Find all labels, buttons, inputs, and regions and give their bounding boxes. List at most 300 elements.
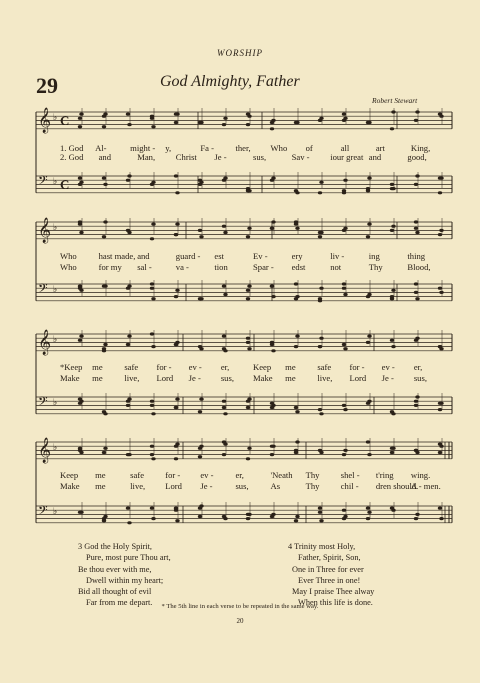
note-head [343, 179, 347, 182]
note-head [103, 113, 107, 116]
note-head [414, 227, 418, 230]
note-head [103, 515, 107, 518]
lyric-syllable: tion [214, 262, 228, 272]
note-head [438, 451, 442, 454]
note-head [343, 408, 347, 411]
note-head [415, 395, 419, 398]
note-head [246, 289, 250, 292]
note-head [246, 123, 250, 126]
note-head [174, 457, 178, 460]
note-head [78, 285, 82, 288]
note-head [390, 339, 394, 342]
note-head [390, 187, 394, 190]
note-head [391, 509, 395, 512]
lyric-syllable: Who [60, 251, 77, 261]
note-head [319, 181, 323, 184]
note-head [198, 507, 202, 510]
note-head [319, 287, 323, 290]
note-head [439, 229, 443, 232]
note-head [103, 343, 107, 346]
note-head [223, 177, 227, 180]
lyric-syllable: me [95, 470, 106, 480]
lyric-syllable: Sav - [291, 152, 310, 162]
treble-clef-icon: 𝄞 [38, 108, 52, 133]
lyric-syllable: Keep [253, 362, 272, 372]
note-head [295, 410, 299, 413]
note-head [246, 341, 250, 344]
lyric-syllable: ev - [188, 362, 202, 372]
note-head [246, 337, 250, 340]
note-head [366, 235, 370, 238]
note-head [223, 412, 227, 415]
note-head [199, 398, 203, 401]
note-head [79, 289, 83, 292]
lyric-syllable: 1. God [60, 143, 84, 153]
note-head [79, 113, 83, 116]
note-head [439, 445, 443, 448]
note-head [150, 332, 154, 335]
bass-clef-icon: 𝄢 [38, 281, 48, 299]
note-head [319, 412, 323, 415]
note-head [151, 412, 155, 415]
note-head [367, 223, 371, 226]
lyric-syllable: Al- [95, 143, 107, 153]
lyric-syllable: ev - [381, 362, 395, 372]
note-head [414, 291, 418, 294]
note-head [390, 297, 394, 300]
note-head [390, 127, 394, 130]
note-head [223, 517, 227, 520]
note-head [150, 237, 154, 240]
note-head [295, 191, 299, 194]
note-head [246, 517, 250, 520]
note-head [198, 455, 202, 458]
note-head [126, 507, 130, 510]
note-head [367, 121, 371, 124]
note-head [79, 231, 83, 234]
lyric-syllable: Fa - [200, 143, 214, 153]
note-head [102, 177, 106, 180]
lyric-syllable: 'Neath [270, 470, 293, 480]
lyric-syllable: me [92, 373, 103, 383]
lyric-syllable: Je - [188, 373, 201, 383]
note-head [103, 412, 107, 415]
lyric-syllable: sus, [220, 373, 234, 383]
note-head [342, 287, 346, 290]
lyric-syllable: *Keep [60, 362, 83, 372]
note-head [439, 291, 443, 294]
lyric-syllable: Christ [175, 152, 197, 162]
note-head [438, 233, 442, 236]
verse-line: 3 God the Holy Spirit, [78, 542, 152, 551]
lyric-syllable: live, [130, 481, 146, 491]
flat-icon: ♭ [53, 442, 58, 452]
note-head [199, 297, 203, 300]
note-head [103, 220, 107, 223]
verse-line: Bid all thought of evil [78, 587, 152, 597]
lyric-syllable: live, [124, 373, 140, 383]
note-head [438, 191, 442, 194]
flat-icon: ♭ [53, 397, 58, 407]
note-head [103, 183, 107, 186]
note-head [150, 117, 154, 120]
lyric-syllable: me [285, 373, 296, 383]
flat-icon: ♭ [53, 506, 58, 516]
note-head [127, 453, 131, 456]
note-head [78, 183, 82, 186]
note-head [199, 235, 203, 238]
note-head [198, 515, 202, 518]
verse-line: Ever Three in one! [298, 575, 361, 585]
note-head [79, 511, 83, 514]
note-head [126, 179, 130, 182]
note-head [367, 335, 371, 338]
note-head [270, 127, 274, 130]
note-head [439, 177, 443, 180]
note-head [271, 119, 275, 122]
lyric-syllable: for - [165, 470, 181, 480]
lyric-syllable: and [137, 251, 150, 261]
note-head [78, 117, 82, 120]
note-head [174, 343, 178, 346]
note-head [79, 335, 83, 338]
lyric-syllable: of [305, 143, 313, 153]
note-head [294, 223, 298, 226]
lyric-syllable: Je - [381, 373, 394, 383]
note-head [247, 115, 251, 118]
lyric-syllable: Lord [349, 373, 367, 383]
lyric-syllable: Lord [156, 373, 174, 383]
note-head [151, 181, 155, 184]
note-head [415, 110, 419, 113]
bass-clef-icon: 𝄢 [38, 173, 48, 191]
note-head [174, 121, 178, 124]
lyric-syllable: Blood, [407, 262, 431, 272]
note-head [174, 507, 178, 510]
note-head [270, 227, 274, 230]
verse-line: May I praise Thee alway [292, 587, 375, 597]
note-head [126, 113, 130, 116]
note-head [391, 225, 395, 228]
verse-line: Far from me depart. [86, 598, 153, 608]
lyric-syllable: safe [317, 362, 332, 372]
lyric-syllable: A - men. [410, 481, 441, 491]
lyric-syllable: good, [407, 152, 427, 162]
note-head [175, 398, 179, 401]
note-head [174, 174, 178, 177]
lyric-syllable: sal - [137, 262, 152, 272]
note-head [151, 125, 155, 128]
note-head [270, 453, 274, 456]
note-head [342, 191, 346, 194]
note-head [438, 507, 442, 510]
note-head [391, 345, 395, 348]
lyric-syllable: As [270, 481, 281, 491]
note-head [223, 293, 227, 296]
lyric-syllable: guard - [175, 251, 201, 261]
note-head [246, 187, 250, 190]
lyric-syllable: y, [165, 143, 172, 153]
verse-line: Dwell within my heart; [86, 575, 164, 585]
lyric-syllable: Who [60, 262, 77, 272]
flat-icon: ♭ [53, 176, 58, 186]
note-head [294, 345, 298, 348]
note-head [439, 517, 443, 520]
note-head [103, 447, 107, 450]
note-head [270, 343, 274, 346]
note-head [438, 287, 442, 290]
note-head [175, 289, 179, 292]
note-head [414, 282, 418, 285]
note-head [246, 235, 250, 238]
note-head [294, 406, 298, 409]
lyric-syllable: sus, [253, 152, 267, 162]
note-head [174, 113, 178, 116]
lyric-syllable: er, [220, 362, 230, 372]
note-head [366, 341, 370, 344]
lyric-syllable: live, [317, 373, 333, 383]
lyric-syllable: wing. [410, 470, 431, 480]
hymn-number: 29 [36, 73, 58, 98]
note-head [150, 400, 154, 403]
note-head [366, 517, 370, 520]
lyric-syllable: Je - [214, 152, 227, 162]
note-head [270, 285, 274, 288]
note-head [151, 457, 155, 460]
note-head [343, 347, 347, 350]
note-head [271, 177, 275, 180]
note-head [367, 400, 371, 403]
note-head [126, 404, 130, 407]
note-head [342, 404, 346, 407]
note-head [367, 293, 371, 296]
verse-line: Be thou ever with me, [78, 564, 152, 574]
note-head [127, 123, 131, 126]
note-head [295, 295, 299, 298]
lyric-syllable: Spar - [253, 262, 274, 272]
lyric-syllable: est [214, 251, 224, 261]
lyric-syllable: 2. God [60, 152, 84, 162]
note-head [390, 229, 394, 232]
note-head [175, 223, 179, 226]
note-head [127, 521, 131, 524]
note-head [78, 339, 82, 342]
note-head [199, 445, 203, 448]
page-number: 20 [236, 617, 244, 625]
lyric-syllable: t'ring [375, 470, 394, 480]
note-head [174, 406, 178, 409]
note-head [78, 177, 82, 180]
note-head [414, 449, 418, 452]
note-head [366, 187, 370, 190]
lyric-syllable: va - [175, 262, 189, 272]
lyric-syllable: Make [60, 373, 80, 383]
note-head [102, 519, 106, 522]
note-head [294, 451, 298, 454]
lyric-syllable: might - [130, 143, 156, 153]
note-head [247, 227, 251, 230]
note-head [271, 445, 275, 448]
note-head [271, 513, 275, 516]
note-head [342, 453, 346, 456]
lyric-syllable: Thy [305, 470, 320, 480]
note-head [198, 410, 202, 413]
note-head [102, 349, 106, 352]
note-head [198, 229, 202, 232]
note-head [415, 337, 419, 340]
lyric-syllable: er, [413, 362, 423, 372]
note-head [295, 440, 299, 443]
flat-icon: ♭ [53, 222, 58, 232]
note-head [343, 515, 347, 518]
note-head [390, 451, 394, 454]
note-head [174, 445, 178, 448]
flat-icon: ♭ [53, 284, 58, 294]
note-head [150, 453, 154, 456]
lyric-syllable: for my [98, 262, 122, 272]
note-head [367, 511, 371, 514]
note-head [319, 117, 323, 120]
note-head [415, 231, 419, 234]
lyric-syllable: dren should. [375, 481, 419, 491]
treble-clef-icon: 𝄞 [38, 330, 52, 355]
note-head [414, 220, 418, 223]
note-head [391, 289, 395, 292]
note-head [127, 231, 131, 234]
note-head [367, 177, 371, 180]
lyric-syllable: ther, [235, 143, 251, 153]
lyric-syllable: edst [291, 262, 306, 272]
note-head [367, 453, 371, 456]
note-head [318, 235, 322, 238]
lyric-syllable: for - [349, 362, 365, 372]
note-head [318, 299, 322, 302]
note-head [150, 287, 154, 290]
hymn-title: God Almighty, Father [160, 73, 300, 90]
note-head [318, 507, 322, 510]
note-head [390, 447, 394, 450]
verse-line: Pure, most pure Thou art, [86, 553, 171, 563]
note-head [223, 231, 227, 234]
note-head [318, 191, 322, 194]
note-head [366, 507, 370, 510]
lyric-syllable: not [330, 262, 342, 272]
note-head [78, 125, 82, 128]
note-head [150, 507, 154, 510]
note-head [222, 406, 226, 409]
lyric-syllable: chil - [340, 481, 359, 491]
note-head [247, 513, 251, 516]
note-head [391, 110, 395, 113]
lyric-syllable: sus, [235, 481, 249, 491]
note-head [390, 183, 394, 186]
note-head [247, 447, 251, 450]
note-head [246, 406, 250, 409]
note-head [271, 295, 275, 298]
note-head [222, 347, 226, 350]
note-head [318, 408, 322, 411]
note-head [223, 117, 227, 120]
verse-line: Father, Spirit, Son, [298, 553, 361, 563]
lyric-syllable: shel - [340, 470, 360, 480]
note-head [222, 285, 226, 288]
time-signature-icon: C [60, 113, 70, 128]
lyric-syllable: all [340, 143, 350, 153]
lyric-syllable: Man, [137, 152, 156, 162]
note-head [414, 119, 418, 122]
note-head [102, 125, 106, 128]
note-head [342, 282, 346, 285]
note-head [151, 517, 155, 520]
note-head [415, 174, 419, 177]
flat-icon: ♭ [53, 334, 58, 344]
note-head [247, 285, 251, 288]
note-head [102, 451, 106, 454]
note-head [174, 233, 178, 236]
flat-icon: ♭ [53, 112, 58, 122]
lyric-syllable: safe [130, 470, 145, 480]
note-head [222, 440, 226, 443]
note-head [175, 519, 179, 522]
note-head [127, 335, 131, 338]
note-head [343, 117, 347, 120]
note-head [414, 404, 418, 407]
note-head [222, 123, 226, 126]
lyric-syllable: safe [124, 362, 139, 372]
note-head [414, 183, 418, 186]
note-head [78, 402, 82, 405]
note-head [247, 347, 251, 350]
note-head [343, 293, 347, 296]
note-head [246, 457, 250, 460]
note-head [271, 220, 275, 223]
note-head [151, 223, 155, 226]
section-header: WORSHIP [217, 48, 263, 58]
verse-3 [78, 541, 171, 609]
verse-line: One in Three for ever [292, 564, 364, 574]
note-head [78, 220, 82, 223]
note-head [150, 404, 154, 407]
note-head [439, 402, 443, 405]
note-head [415, 297, 419, 300]
note-head [247, 398, 251, 401]
lyric-syllable: me [285, 362, 296, 372]
bass-clef-icon: 𝄢 [38, 503, 48, 521]
note-head [294, 282, 298, 285]
treble-clef-icon: 𝄞 [38, 218, 52, 243]
time-signature-icon: C [60, 177, 70, 192]
lyric-syllable: ing [368, 251, 380, 261]
lyric-syllable: thing [407, 251, 426, 261]
lyric-syllable: Keep [60, 470, 79, 480]
note-head [174, 295, 178, 298]
note-head [295, 227, 299, 230]
lyric-syllable: ery [291, 251, 303, 261]
note-head [343, 227, 347, 230]
note-head [222, 225, 226, 228]
treble-clef-icon: 𝄞 [38, 438, 52, 463]
lyric-syllable: liv - [330, 251, 345, 261]
note-head [151, 345, 155, 348]
note-head [271, 349, 275, 352]
note-head [342, 343, 346, 346]
note-head [414, 517, 418, 520]
note-head [438, 408, 442, 411]
note-head [438, 345, 442, 348]
note-head [103, 285, 107, 288]
lyric-syllable: for - [156, 362, 172, 372]
lyric-syllable: er, [235, 470, 244, 480]
